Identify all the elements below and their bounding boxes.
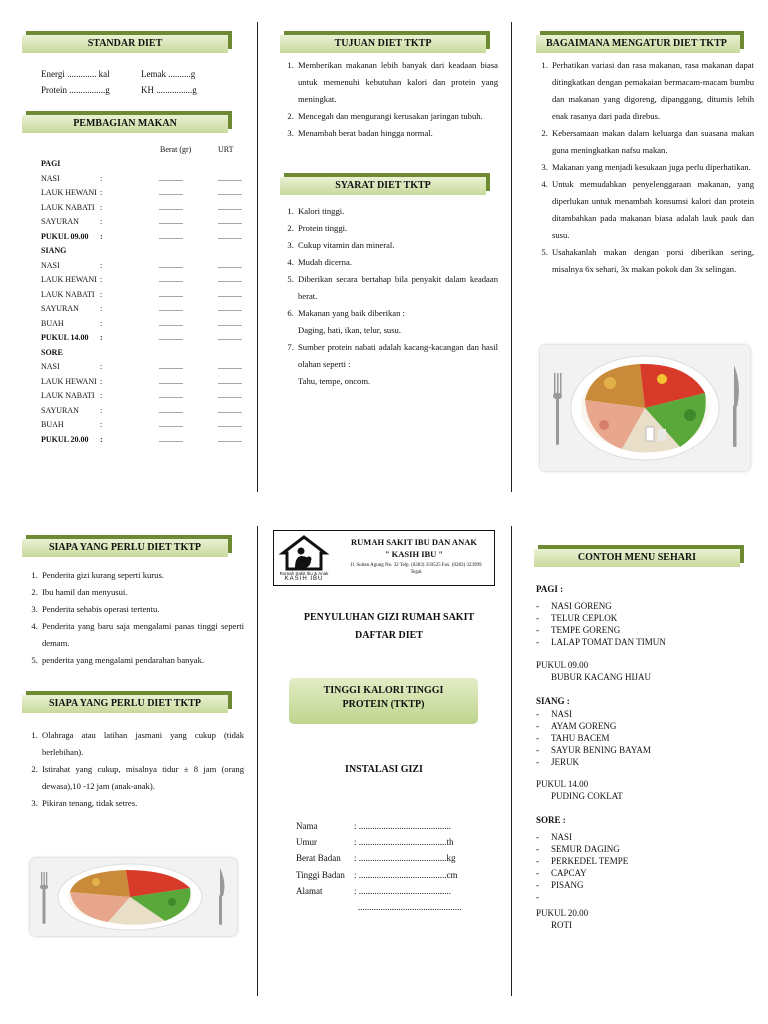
list-item: 1. Olahraga atau latihan jasmani yang cukup (tidak berlebihan). (40, 727, 244, 761)
tujuan-list (280, 57, 498, 142)
form-field-value[interactable]: : .......................................cm (354, 869, 458, 880)
meal-row-label: LAUK NABATI (41, 202, 95, 212)
meal-row-label: LAUK HEWANI (41, 188, 97, 197)
hospital-address: Jl. Sultan Agung No. 32 Telp. (0283) 359525 Fax. (0283) 323999 Tegal (350, 563, 482, 575)
menu-item: ROTI (551, 920, 572, 930)
logo-caption-small: Rumah Sakit Ibu & Anak (279, 571, 329, 576)
list-item-text: Makanan yang baik diberikan : (298, 308, 405, 318)
menu-item (536, 867, 628, 879)
berat-value: ............ (159, 362, 183, 371)
menu-sore-label: SORE : (536, 815, 566, 825)
pembagian-makan-heading: PEMBAGIAN MAKAN (22, 115, 228, 133)
urt-value: ............ (218, 405, 242, 415)
berat-value: ............ (159, 275, 183, 284)
food-plate-image (540, 345, 750, 471)
list-item: 5. penderita yang mengalami pendarahan banyak. (40, 652, 244, 669)
menu-pukul-14: PUKUL 14.00 (536, 779, 589, 789)
menu-pukul-20: PUKUL 20.00 (536, 908, 589, 918)
list-item: 3. Menambah berat badan hingga normal. (296, 125, 498, 142)
meal-row-colon: : (100, 405, 103, 415)
berat-value: ............ (159, 289, 183, 299)
menu-siang-label: SIANG : (536, 696, 570, 706)
meal-row-colon: : (100, 289, 103, 299)
syarat-diet-heading: SYARAT DIET TKTP (280, 177, 486, 195)
berat-value: ............ (159, 434, 183, 444)
menu-item: BUBUR KACANG HIJAU (551, 672, 652, 682)
meal-row-colon: : (100, 231, 103, 241)
bullet-dash: - (536, 709, 539, 719)
siapa-list (24, 567, 244, 669)
meal-row-label: LAUK NABATI (41, 391, 95, 400)
list-item: 4. Penderita yang baru saja mengalami panas tinggi seperti demam. (40, 618, 244, 652)
menu-item-text: NASI (551, 832, 573, 842)
list-item: 1. Memberikan makanan lebih banyak dari keadaan biasa untuk memenuhi kebutuhan kalori dan protein yang meningkat. (296, 57, 498, 108)
bullet-dash: - (536, 733, 539, 743)
berat-value: ............ (159, 405, 183, 415)
bullet-dash: - (536, 832, 539, 842)
berat-value: ............ (159, 188, 183, 197)
menu-item-text: CAPCAY (551, 868, 587, 878)
meal-row-label: SAYURAN (41, 405, 79, 415)
berat-value: ............ (159, 173, 183, 183)
list-item: 3. Makanan yang menjadi kesukaan juga perlu diperhatikan. (550, 159, 754, 176)
list-item (296, 305, 498, 339)
form-label: Tinggi Badan (296, 869, 345, 880)
urt-value: ............ (218, 260, 242, 270)
meal-row-label: PAGI (41, 159, 61, 168)
meal-row-label: LAUK HEWANI (41, 376, 97, 386)
menu-item-text: TEMPE GORENG (551, 625, 621, 635)
energi-field: Energi ............. kal (41, 69, 110, 79)
menu-item-text: SAYUR BENING BAYAM (551, 745, 651, 755)
meal-row-colon: : (100, 333, 103, 342)
menu-item (536, 720, 651, 732)
menu-siang-list (536, 708, 651, 768)
meal-row-colon: : (100, 434, 103, 444)
urt-value: ............ (218, 333, 242, 342)
urt-value: ............ (218, 318, 242, 328)
meal-row-colon: : (100, 376, 103, 386)
form-label: Umur (296, 837, 317, 848)
bullet-dash: - (536, 721, 539, 731)
menu-item-text: PERKEDEL TEMPE (551, 856, 629, 866)
berat-value: ............ (159, 304, 183, 313)
list-item: 1. Perhatikan variasi dan rasa makanan, rasa makanan dapat ditingkatkan dengan pemakaian bermacam-macam bumbu dan makanan yang digoreng, dipanggang, ditumis lebih enak rasanya dari pada direbus. (550, 57, 754, 125)
berat-value: ............ (159, 333, 183, 342)
meal-row-label: BUAH (41, 318, 64, 328)
meal-row-label: LAUK NABATI (41, 289, 95, 299)
house-logo-icon (277, 535, 331, 571)
menu-item (536, 843, 628, 855)
list-item-sub: Daging, hati, ikan, telur, susu. (298, 325, 402, 335)
meal-row-label: BUAH (41, 420, 64, 429)
urt-value: ............ (218, 188, 242, 197)
list-item: 3. Penderita sehabis operasi tertentu. (40, 601, 244, 618)
siapa-perlu-heading: SIAPA YANG PERLU DIET TKTP (22, 539, 228, 557)
bullet-dash: - (536, 844, 539, 854)
hospital-logo (277, 535, 331, 582)
bullet-dash: - (536, 613, 539, 623)
urt-value: ............ (218, 289, 242, 299)
urt-value: ............ (218, 217, 242, 226)
urt-value: ............ (218, 376, 242, 386)
menu-item-text: NASI (551, 709, 573, 719)
list-item (296, 339, 498, 390)
hospital-name: " KASIH IBU " (384, 549, 444, 559)
bullet-dash: - (536, 868, 539, 878)
lemak-field: Lemak ..........g (141, 69, 196, 79)
list-item-text: Sumber protein nabati adalah kacang-kacangan dan hasil olahan seperti : (298, 342, 498, 369)
meal-row-colon: : (100, 391, 103, 400)
urt-value: ............ (218, 362, 242, 371)
berat-value: ............ (159, 391, 183, 400)
menu-item (536, 624, 666, 636)
meal-row-colon: : (100, 275, 103, 284)
siapa-list-2 (24, 727, 244, 812)
menu-item-text: TAHU BACEM (551, 733, 610, 743)
tujuan-diet-heading: TUJUAN DIET TKTP (280, 35, 486, 53)
meal-row-colon: : (100, 304, 103, 313)
menu-item (536, 744, 651, 756)
list-item: 2. Mencegah dan mengurangi kerusakan jaringan tubuh. (296, 108, 498, 125)
menu-item-text: NASI GORENG (551, 601, 612, 611)
col-urt-header: URT (218, 145, 234, 154)
meal-row-label: PUKUL 09.00 (41, 231, 89, 241)
urt-value: ............ (218, 173, 242, 183)
berat-value: ............ (159, 217, 183, 226)
menu-item: PUDING COKLAT (551, 791, 623, 801)
syarat-list (280, 203, 498, 390)
meal-row-label: LAUK HEWANI (41, 275, 97, 284)
kh-field: KH ................g (141, 85, 197, 95)
divider (511, 526, 512, 996)
menu-item-text: TELUR CEPLOK (551, 613, 618, 623)
food-plate-illustration (540, 345, 750, 471)
menu-item (536, 756, 651, 768)
menu-item-text: SEMUR DAGING (551, 844, 620, 854)
meal-row-label: SIANG (41, 246, 67, 255)
urt-value: ............ (218, 231, 242, 241)
meal-row-colon: : (100, 202, 103, 212)
form-field-value[interactable]: : .......................................kg (354, 853, 456, 864)
list-item: 5. Diberikan secara bertahap bila penyakit dalam keadaan berat. (296, 271, 498, 305)
menu-pukul-09: PUKUL 09.00 (536, 660, 589, 670)
berat-value: ............ (159, 260, 183, 270)
bagaimana-list (534, 57, 754, 278)
list-item: 4. Mudah dicerna. (296, 254, 498, 271)
meal-row-colon: : (100, 188, 103, 197)
berat-value: ............ (159, 318, 183, 328)
list-item: 3. Cukup vitamin dan mineral. (296, 237, 498, 254)
menu-item (536, 708, 651, 720)
bullet-dash: - (536, 757, 539, 767)
siapa-perlu-heading-2: SIAPA YANG PERLU DIET TKTP (22, 695, 228, 713)
daftar-diet-title: DAFTAR DIET (355, 630, 423, 641)
meal-row-label: SORE (41, 347, 63, 357)
divider (511, 22, 512, 492)
bullet-dash: - (536, 856, 539, 866)
berat-value: ............ (159, 420, 183, 429)
meal-row-label: NASI (41, 362, 60, 371)
meal-row-label: NASI (41, 173, 60, 183)
list-item: 4. Untuk memudahkan penyelenggaraan makanan, yang diperlukan untuk menambah konsumsi kalori dan protein ditambahkan pada makanan biasa adalah lauk pauk dan susu. (550, 176, 754, 244)
logo-caption-big: KASIH IBU (284, 576, 324, 582)
meal-row-colon: : (100, 173, 103, 183)
bullet-dash: - (536, 637, 539, 647)
list-item: 2. Ibu hamil dan menyusui. (40, 584, 244, 601)
list-item: 2. Kebersamaan makan dalam keluarga dan suasana makan guna meningkatkan nafsu makan. (550, 125, 754, 159)
list-item: 2. Protein tinggi. (296, 220, 498, 237)
menu-item (536, 855, 628, 867)
menu-item-text: AYAM GORENG (551, 721, 617, 731)
urt-value: ............ (218, 420, 242, 429)
knife-icon (219, 868, 224, 925)
meal-row-colon: : (100, 318, 103, 328)
food-plate-image (30, 858, 237, 936)
urt-value: ............ (218, 202, 242, 212)
bullet-dash: - (536, 745, 539, 755)
berat-value: ............ (159, 202, 183, 212)
list-item: 1. Kalori tinggi. (296, 203, 498, 220)
list-item-sub: Tahu, tempe, oncom. (298, 376, 371, 386)
meal-row-label: SAYURAN (41, 304, 79, 313)
penyuluhan-title: PENYULUHAN GIZI RUMAH SAKIT (303, 612, 475, 623)
menu-item (536, 831, 628, 843)
bullet-dash: - (536, 892, 539, 902)
menu-item (536, 600, 666, 612)
form-field-value[interactable]: : ......................................... (354, 821, 452, 831)
urt-value: ............ (218, 275, 242, 284)
list-item: 2. Istirahat yang cukup, misalnya tidur ± 8 jam (orang dewasa),10 -12 jam (anak-anak). (40, 761, 244, 795)
meal-row-label: SAYURAN (41, 217, 79, 226)
menu-item (536, 732, 651, 744)
list-item: 1. Penderita gizi kurang seperti kurus. (40, 567, 244, 584)
meal-row-colon: : (100, 217, 103, 226)
knife-icon (733, 365, 739, 447)
menu-sore-list (536, 831, 628, 903)
bullet-dash: - (536, 880, 539, 890)
menu-item (536, 891, 628, 903)
instalasi-gizi-label: INSTALASI GIZI (345, 764, 423, 775)
urt-value: ............ (218, 434, 242, 444)
menu-pagi-list (536, 600, 666, 648)
contoh-menu-heading: CONTOH MENU SEHARI (534, 549, 740, 567)
divider (257, 22, 258, 492)
berat-value: ............ (159, 231, 183, 241)
bagaimana-heading: BAGAIMANA MENGATUR DIET TKTP (536, 35, 740, 53)
fork-icon (40, 872, 48, 924)
divider (257, 526, 258, 996)
menu-pagi-label: PAGI : (536, 584, 564, 594)
meal-row-colon: : (100, 420, 103, 429)
menu-item-text: PISANG (551, 880, 584, 890)
bullet-dash: - (536, 601, 539, 611)
bullet-dash: - (536, 625, 539, 635)
urt-value: ............ (218, 304, 242, 313)
meal-row-label: PUKUL 14.00 (41, 333, 89, 342)
list-item: 5. Usahakanlah makan dengan porsi diberikan sering, misalnya 6x sehari, 3x makan pokok dan 3x selingan. (550, 244, 754, 278)
meal-row-colon: : (100, 362, 103, 371)
list-item: 3. Pikiran tenang, tidak setres. (40, 795, 244, 812)
protein-field: Protein ................g (41, 85, 110, 95)
standar-diet-heading: STANDAR DIET (22, 35, 228, 53)
meal-row-label: NASI (41, 260, 60, 270)
menu-item (536, 636, 666, 648)
form-field-value[interactable]: : .......................................th (354, 837, 454, 848)
menu-item-text: LALAP TOMAT DAN TIMUN (551, 637, 666, 647)
berat-value: ............ (159, 376, 183, 386)
meal-row-label: PUKUL 20.00 (41, 434, 89, 444)
tktp-box: TINGGI KALORI TINGGI PROTEIN (TKTP) (289, 678, 478, 724)
meal-row-colon: : (100, 260, 103, 270)
form-label: Nama (296, 821, 318, 831)
form-label: Berat Badan (296, 853, 341, 864)
urt-value: ............ (218, 391, 242, 400)
form-field-value[interactable]: .............................................. (358, 902, 462, 912)
menu-item (536, 879, 628, 891)
form-field-value[interactable]: : ......................................... (354, 885, 452, 896)
col-berat-header: Berat (gr) (160, 145, 192, 154)
hospital-title: RUMAH SAKIT IBU DAN ANAK (351, 537, 477, 547)
hospital-header-box (273, 530, 495, 586)
form-label: Alamat (296, 885, 323, 896)
menu-item (536, 612, 666, 624)
menu-item-text: JERUK (551, 757, 580, 767)
fork-icon (553, 373, 562, 445)
food-plate-illustration (30, 858, 237, 936)
